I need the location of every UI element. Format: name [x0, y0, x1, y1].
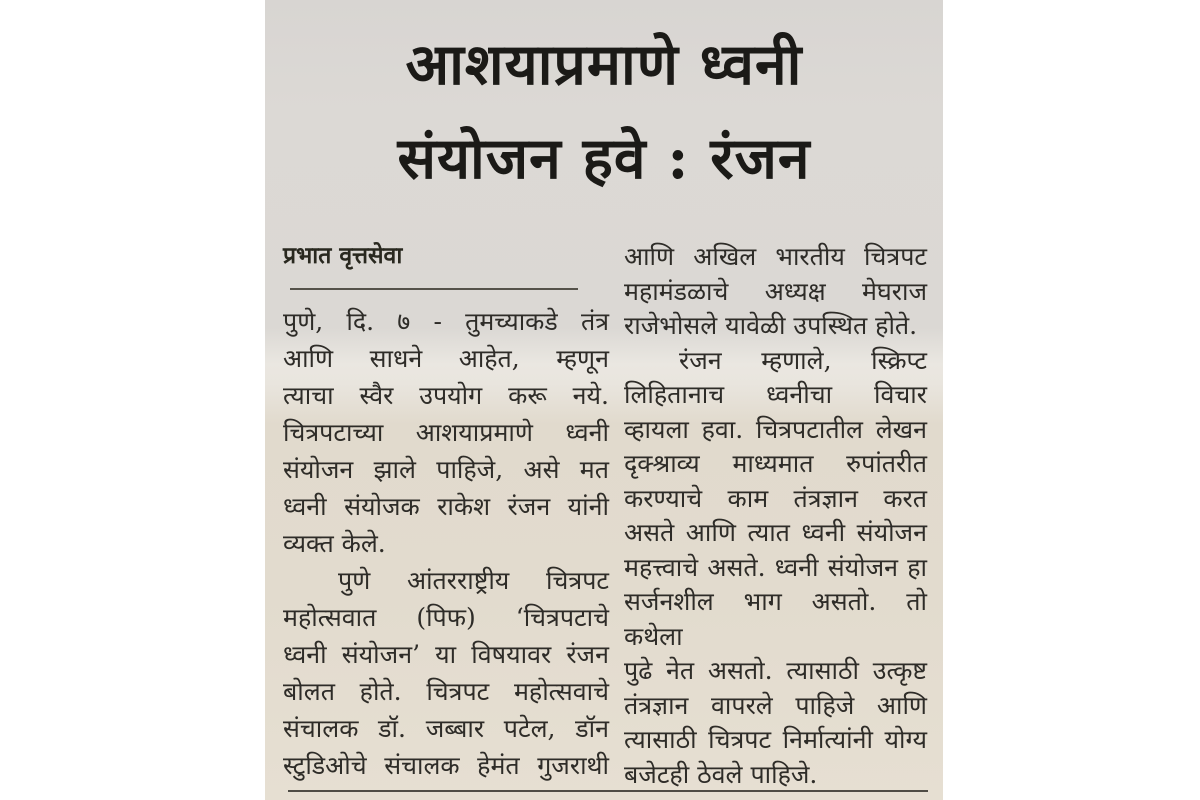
- article-line: दृक्श्राव्य माध्यमात रुपांतरीत: [624, 449, 927, 478]
- article-line: असते आणि त्यात ध्वनी संयोजन: [624, 518, 927, 547]
- article-line: संचालक डॉ. जब्बार पटेल, डॉन: [283, 714, 609, 743]
- article-line: महत्त्वाचे असते. ध्वनी संयोजन हा: [624, 552, 927, 582]
- article-line: पुढे नेत असतो. त्यासाठी उत्कृष्ट: [624, 656, 927, 685]
- article-line: ध्वनी संयोजन’ या विषयावर रंजन: [283, 640, 609, 669]
- headline-line-2: संयोजन हवे : रंजन: [397, 125, 811, 192]
- article-line: त्याचा स्वैर उपयोग करू नये.: [283, 381, 609, 410]
- article-line: चित्रपटाच्या आशयाप्रमाणे ध्वनी: [283, 418, 609, 447]
- article-line: आणि साधने आहेत, म्हणून: [283, 344, 609, 373]
- article-line: रंजन म्हणाले, स्क्रिप्ट: [679, 345, 927, 375]
- article-line: बोलत होते. चित्रपट महोत्सवाचे: [283, 677, 609, 706]
- left-column: [283, 240, 609, 792]
- article-line: पुणे, दि. ७ - तुमच्याकडे तंत्र: [283, 307, 609, 336]
- article-line: तंत्रज्ञान वापरले पाहिजे आणि: [624, 690, 927, 720]
- article-line: ध्वनी संयोजक राकेश रंजन यांनी: [283, 492, 609, 521]
- article-line: त्यासाठी चित्रपट निर्मात्यांनी योग्य: [624, 725, 927, 754]
- newspaper-clipping: [265, 0, 943, 800]
- right-column: [624, 240, 927, 792]
- headline-line-1: आशयाप्रमाणे ध्वनी: [405, 31, 803, 98]
- bottom-divider: [288, 790, 928, 792]
- article-line: राजेभोसले यावेळी उपस्थित होते.: [624, 311, 918, 340]
- article-line: बजेटही ठेवले पाहिजे.: [624, 759, 818, 789]
- article-line: संयोजन झाले पाहिजे, असे मत: [283, 455, 609, 484]
- article-line: लिहितानाच ध्वनीचा विचार: [624, 380, 927, 409]
- article-line: व्यक्त केले.: [283, 529, 386, 558]
- article-line: सर्जनशील भाग असतो. तो कथेला: [624, 587, 927, 651]
- article-line: स्टुडिओचे संचालक हेमंत गुजराथी: [283, 751, 609, 780]
- article-columns: [283, 240, 927, 792]
- byline: प्रभात वृत्तसेवा: [283, 242, 403, 269]
- article-line: महोत्सवात (पिफ) ‘चित्रपटाचे: [283, 603, 609, 632]
- article-line: महामंडळाचे अध्यक्ष मेघराज: [624, 276, 927, 306]
- headline: [265, 18, 943, 206]
- article-line: पुणे आंतरराष्ट्रीय चित्रपट: [338, 566, 609, 595]
- article-line: करण्याचे काम तंत्रज्ञान करत: [624, 483, 927, 513]
- article-line: आणि अखिल भारतीय चित्रपट: [624, 242, 927, 271]
- article-line: व्हायला हवा. चित्रपटातील लेखन: [624, 414, 927, 444]
- byline-divider: [290, 288, 578, 290]
